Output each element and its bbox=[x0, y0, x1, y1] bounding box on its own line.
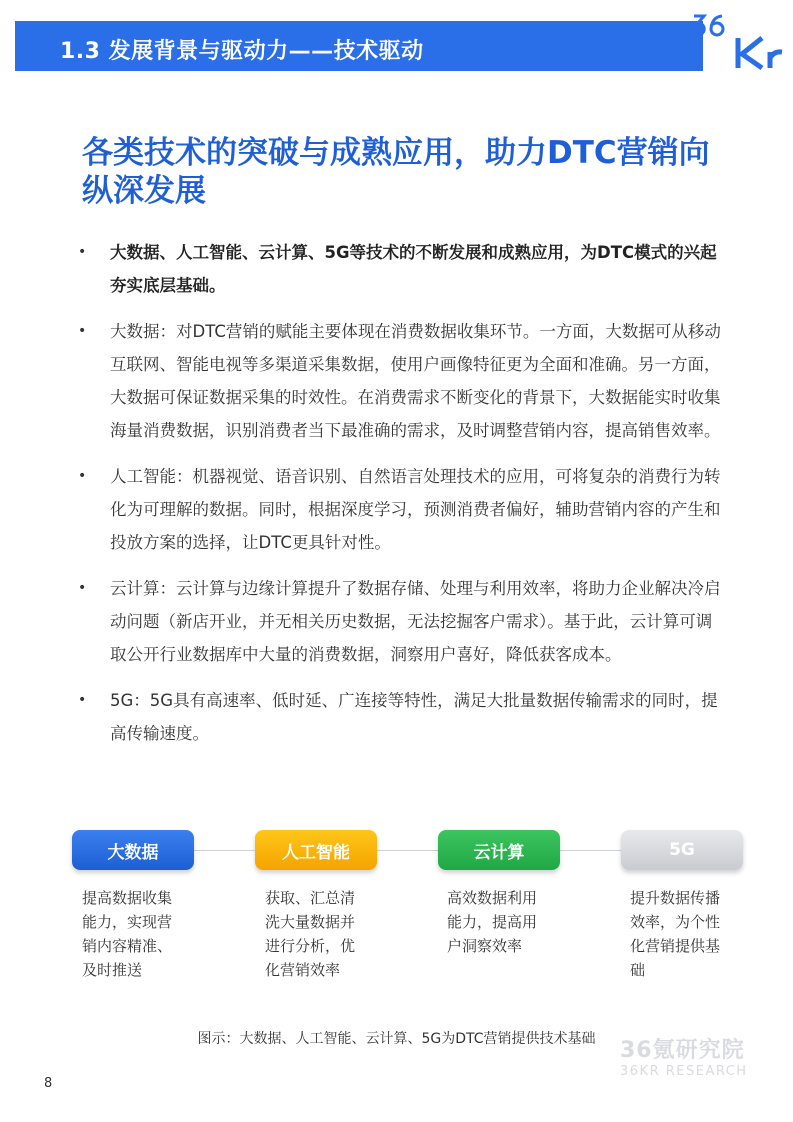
tech-desc-ai bbox=[265, 886, 377, 982]
bullet-dot-icon: • bbox=[78, 692, 87, 708]
bullet-text: 大数据：对DTC营销的赋能主要体现在消费数据收集环节。一方面，大数据可从移动互联网、智能电视等多渠道采集数据，使用户画像特征更为全面和准确。另一方面，大数据可保证数据采集的时效性。在消费需求不断变化的背景下，大数据能实时收集海量消费数据，识别消费者当下最准确的需求，及时调整营销内容，提高销售效率。 bbox=[110, 322, 721, 440]
bullet-text: 人工智能：机器视觉、语音识别、自然语言处理技术的应用，可将复杂的消费行为转化为可理解的数据。同时，根据深度学习，预测消费者偏好，辅助营销内容的产生和投放方案的选择，让DTC更具针对性。 bbox=[110, 467, 721, 552]
figure-caption: 图示：大数据、人工智能、云计算、5G为DTC营销提供技术基础 bbox=[197, 1031, 596, 1047]
tech-pill-label: 人工智能 bbox=[282, 842, 350, 863]
desc-line: 化营销效率 bbox=[265, 961, 341, 979]
desc-line: 户洞察效率 bbox=[447, 937, 523, 955]
bullet-item bbox=[74, 572, 724, 671]
bullet-dot-icon: • bbox=[78, 580, 87, 596]
tech-pill-label: 大数据 bbox=[107, 842, 159, 863]
tech-pill-ai bbox=[255, 830, 377, 870]
bullet-item bbox=[74, 236, 724, 302]
bullet-dot-icon: • bbox=[78, 468, 87, 484]
desc-line: 提高数据收集 bbox=[82, 889, 173, 907]
tech-desc-cloud bbox=[447, 886, 559, 958]
watermark bbox=[620, 1038, 748, 1080]
tech-pill-label: 5G bbox=[669, 840, 695, 860]
watermark-en: 36KR RESEARCH bbox=[620, 1064, 748, 1079]
bullet-dot-icon: • bbox=[78, 244, 87, 260]
bullet-text: 5G：5G具有高速率、低时延、广连接等特性，满足大批量数据传输需求的同时，提高传输速度。 bbox=[110, 691, 718, 743]
bullet-text: 大数据、人工智能、云计算、5G等技术的不断发展和成熟应用，为DTC模式的兴起夯实底层基础。 bbox=[110, 243, 717, 295]
section-title: 1.3 发展背景与驱动力——技术驱动 bbox=[60, 39, 424, 64]
desc-line: 获取、汇总清 bbox=[265, 889, 356, 907]
tech-flow bbox=[72, 828, 744, 872]
tech-pill-5g bbox=[621, 830, 743, 870]
desc-line: 化营销提供基 bbox=[630, 937, 721, 955]
desc-line: 销内容精准、 bbox=[82, 937, 173, 955]
desc-line: 提升数据传播 bbox=[630, 889, 721, 907]
bullet-dot-icon: • bbox=[78, 323, 87, 339]
desc-line: 进行分析，优 bbox=[265, 937, 356, 955]
desc-line: 洗大量数据并 bbox=[265, 913, 356, 931]
tech-pill-big-data bbox=[72, 830, 194, 870]
bullet-item bbox=[74, 315, 724, 447]
desc-line: 及时推送 bbox=[82, 961, 143, 979]
bullet-item bbox=[74, 460, 724, 559]
desc-line: 高效数据利用 bbox=[447, 889, 538, 907]
bullet-list bbox=[74, 236, 724, 763]
headline: 各类技术的突破与成熟应用，助力DTC营销向纵深发展 bbox=[82, 135, 710, 209]
desc-line: 效率，为个性 bbox=[630, 913, 721, 931]
watermark-cn: 36氪研究院 bbox=[620, 1038, 745, 1063]
36kr-logo bbox=[690, 10, 785, 72]
tech-pill-label: 云计算 bbox=[473, 842, 525, 863]
desc-line: 础 bbox=[630, 961, 646, 979]
bullet-text: 云计算：云计算与边缘计算提升了数据存储、处理与利用效率，将助力企业解决冷启动问题（新店开业，并无相关历史数据，无法挖掘客户需求）。基于此，云计算可调取公开行业数据库中大量的消费数据，洞察用户喜好，降低获客成本。 bbox=[110, 579, 721, 664]
desc-line: 能力，提高用 bbox=[447, 913, 538, 931]
desc-line: 能力，实现营 bbox=[82, 913, 173, 931]
tech-desc-big-data bbox=[82, 886, 194, 982]
tech-desc-5g bbox=[630, 886, 742, 982]
page-number: 8 bbox=[44, 1076, 53, 1091]
tech-pill-cloud bbox=[438, 830, 560, 870]
bullet-item bbox=[74, 684, 724, 750]
